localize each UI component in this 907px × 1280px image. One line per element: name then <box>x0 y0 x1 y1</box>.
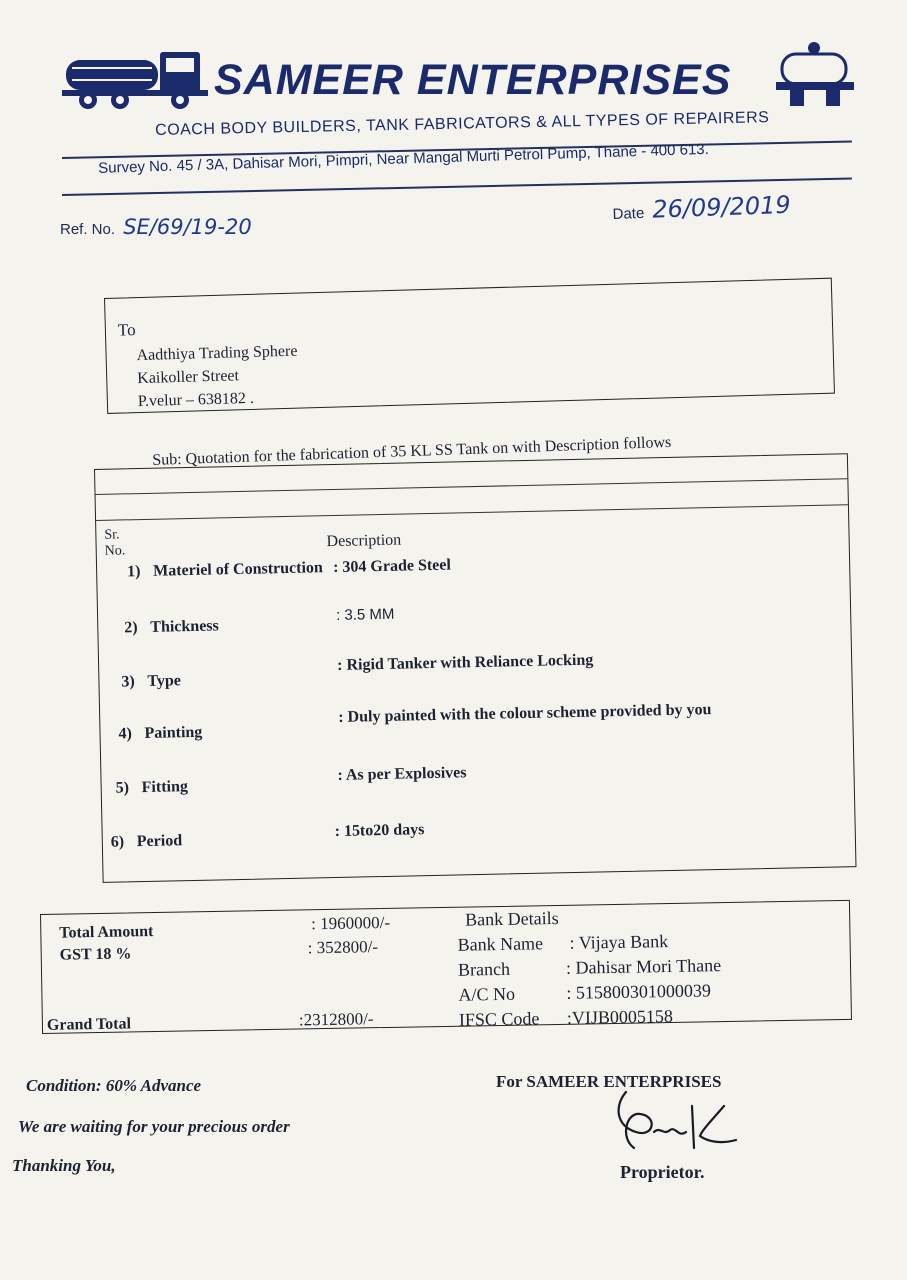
item-number: 2) <box>124 619 138 637</box>
totals-bank-box <box>40 900 852 1034</box>
gst-value: : 352800/- <box>307 937 379 958</box>
item-label: Fitting <box>141 778 189 797</box>
date-value: 26/09/2019 <box>651 190 792 224</box>
date-label: Date <box>612 204 645 223</box>
waiting-note: We are waiting for your precious order <box>18 1117 290 1136</box>
grand-total-label: Grand Total <box>46 1015 132 1034</box>
item-number: 4) <box>118 725 133 743</box>
gst-label: GST 18 % <box>59 945 132 964</box>
proprietor-title: Proprietor. <box>620 1162 705 1182</box>
payment-condition: Condition: 60% Advance <box>26 1076 202 1095</box>
ref-label: Ref. No. <box>60 221 116 238</box>
recipient-to: To <box>117 320 136 340</box>
company-tagline: COACH BODY BUILDERS, TANK FABRICATORS & ALL TYPES OF REPAIRERS <box>155 109 770 139</box>
grand-total-value: :2312800/- <box>298 1009 374 1030</box>
bank-row-value: :VIJB0005158 <box>566 1005 674 1028</box>
bank-row-label: A/C No <box>458 983 516 1005</box>
recipient-line: P.velur – 638182 . <box>137 389 255 411</box>
ref-number <box>60 215 252 239</box>
item-value: : As per Explosives <box>337 764 467 784</box>
item-value: : 15to20 days <box>334 821 425 841</box>
bank-details-heading: Bank Details <box>464 907 559 930</box>
total-amount-value: : 1960000/- <box>311 912 391 934</box>
company-name: SAMEER ENTERPRISES <box>214 56 732 104</box>
item-value: : 3.5 MM <box>335 605 395 624</box>
bank-row <box>459 1003 723 1033</box>
item-number: 6) <box>110 833 125 851</box>
description-table <box>94 453 857 883</box>
recipient-line: Kaikoller Street <box>137 367 240 388</box>
item-label: Type <box>147 672 182 690</box>
ref-value: SE/69/19-20 <box>123 215 252 239</box>
total-amount-label: Total Amount <box>59 923 154 942</box>
col-header-sr-line: No. <box>104 543 126 559</box>
bank-details <box>457 903 722 1033</box>
bank-row-value: : Vijaya Bank <box>569 931 669 953</box>
item-label: Period <box>136 832 183 851</box>
table-rule <box>96 478 848 495</box>
date <box>612 191 791 225</box>
recipient-box <box>104 278 835 414</box>
recipient-line: Aadthiya Trading Sphere <box>136 342 298 365</box>
thanking-note: Thanking You, <box>12 1156 116 1175</box>
signature-mark <box>596 1086 746 1170</box>
item-label: Materiel of Construction <box>152 559 324 580</box>
col-header-sr <box>104 527 125 559</box>
recipient-address <box>136 340 299 413</box>
subject-line: Sub: Quotation for the fabrication of 35 KL SS Tank on with Description follows <box>152 433 672 469</box>
item-number: 1) <box>126 563 141 581</box>
for-company: For SAMEER ENTERPRISES <box>496 1072 722 1091</box>
item-label: Painting <box>144 723 203 742</box>
truck-logo-left <box>62 40 212 114</box>
table-rule <box>96 504 848 521</box>
item-value: : 304 Grade Steel <box>332 556 452 577</box>
item-value: : Rigid Tanker with Reliance Locking <box>336 651 594 674</box>
company-address: Survey No. 45 / 3A, Dahisar Mori, Pimpri, Near Mangal Murti Petrol Pump, Thane - 400 613. <box>98 140 710 177</box>
bank-row-label: Bank Name <box>457 933 544 955</box>
bank-row-value: : Dahisar Mori Thane <box>565 955 722 978</box>
item-number: 3) <box>121 673 135 691</box>
bank-row-value: : 515800301000039 <box>566 980 712 1003</box>
tanker-logo-right <box>772 36 858 110</box>
item-label: Thickness <box>150 617 219 636</box>
col-header-sr-line: Sr. <box>104 527 120 543</box>
item-number: 5) <box>115 779 130 797</box>
item-value: : Duly painted with the colour scheme provided by you <box>338 701 712 726</box>
bank-row <box>458 978 722 1008</box>
bank-row-label: Branch <box>457 958 511 980</box>
bank-row-label: IFSC Code <box>458 1008 540 1030</box>
col-header-description: Description <box>326 531 402 551</box>
